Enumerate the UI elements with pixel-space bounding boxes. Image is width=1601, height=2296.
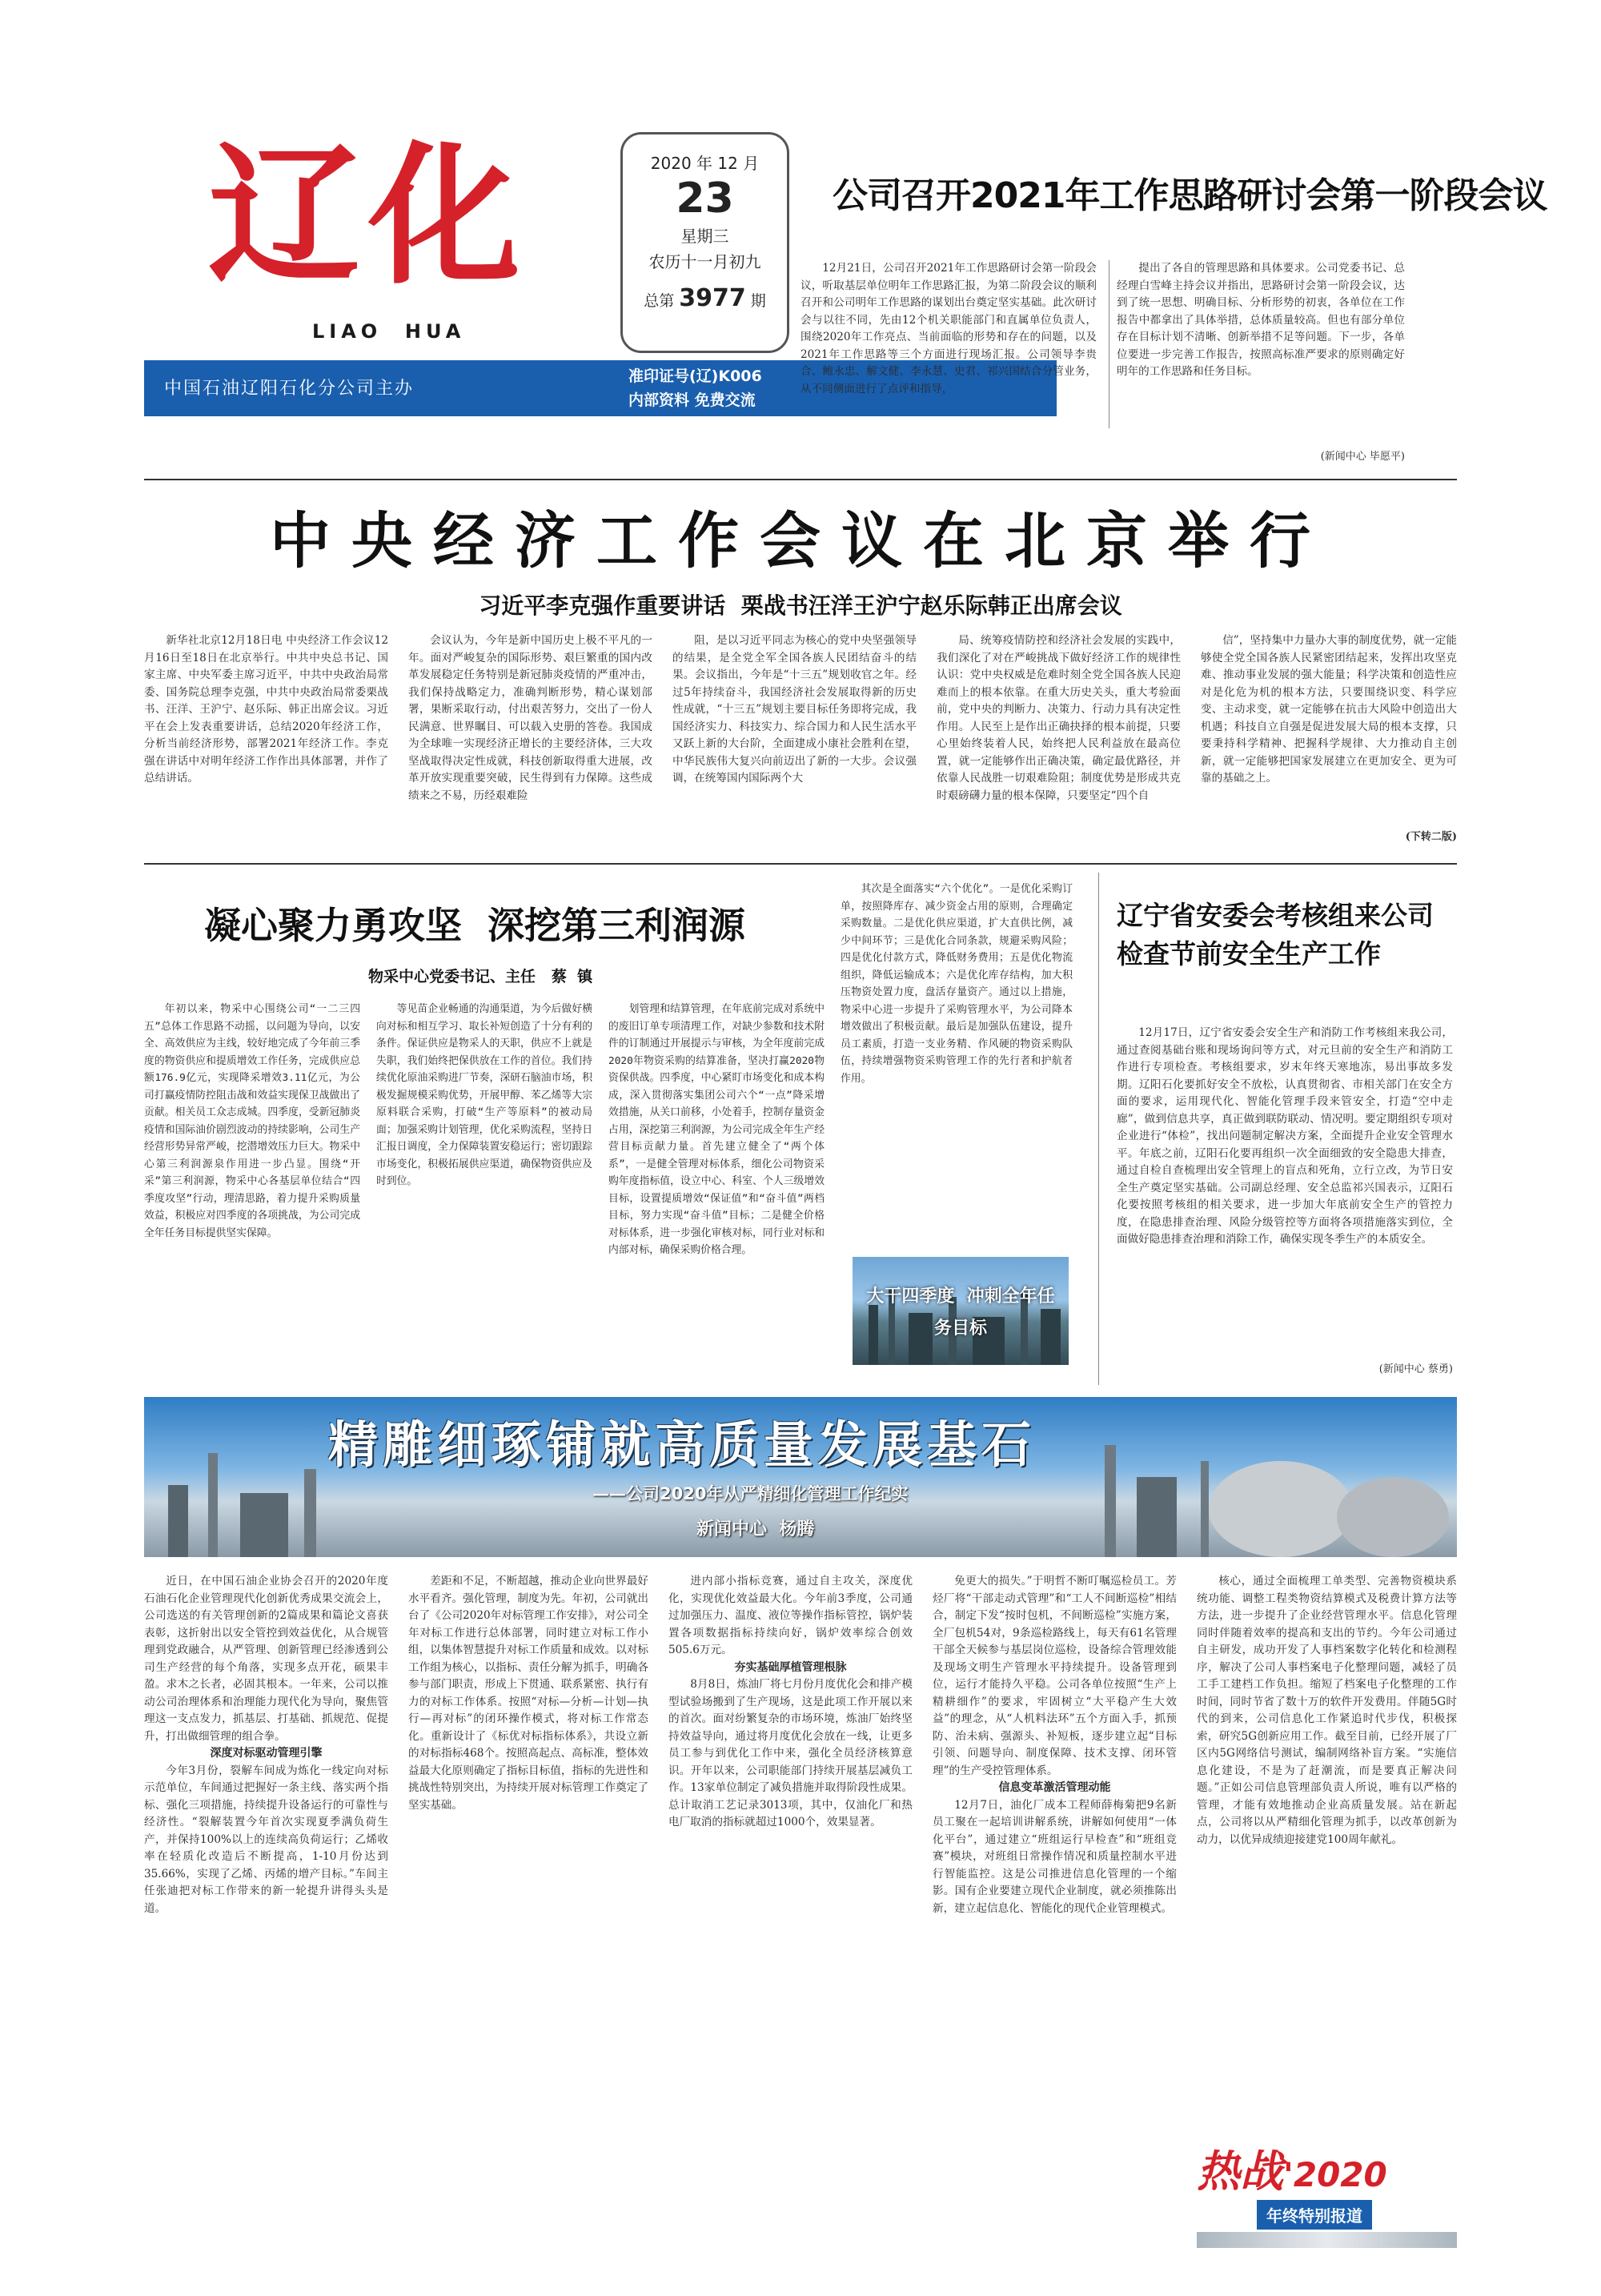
issue-weekday: 星期三 bbox=[680, 227, 729, 246]
top-article-headline: 公司召开2021年工作思路研讨会第一阶段会议 bbox=[833, 175, 1547, 216]
feature-col3 bbox=[668, 1573, 913, 2262]
badge-skyline bbox=[1197, 2232, 1457, 2248]
rule-1 bbox=[144, 479, 1457, 480]
issue-date: 2020 年 12 月 bbox=[650, 154, 760, 173]
feature-col1b-text: 今年3月份，裂解车间成为炼化一线定向对标示范单位，车间通过把握好一条主线、落实两个指标、强化三项措施，持续提升设备运行的可靠性与经济性。“裂解装置今年首次实现夏季满负荷生产，并保持100%以上的连续高负荷运行；乙烯收率在轻质化改造后不断提高，1-10月份达到35.66%，实现了乙烯、丙烯的增产目标。”车间主任张迪把对标工作带来的新一轮提升讲得头头是道。 bbox=[144, 1764, 388, 1915]
article2-col3: 划管理和结算管理，在年底前完成对系统中的废旧订单专项清理工作，对缺少参数和技术附件的订制通过开展提示与审核，为全年度前完成2020年物资采购的结算准备，坚决打赢2020物资保供战。四季度，中心紧盯市场变化和成本构成，深入贯彻落实集团公司六个“一点”降采增效措施，从关口前移，小处着手，控制存量资金占用，深挖第三利润源，为公司完成全年生产经营目标贡献力量。首先建立健全了“两个体系”，一是健全管理对标体系，细化公司物资采购年度指标值，设立中心、科室、个人三级增效目标，设置提质增效“保证值”和“奋斗值”两档目标，努力实现“奋斗值”目标；二是健全价格对标体系，进一步强化审核对标，同行业对标和内部对标，确保采购价格合理。 bbox=[608, 1003, 825, 1256]
lead-headline: 中央经济工作会议在北京举行 bbox=[270, 505, 1331, 576]
feature-headline: 精雕细琢铺就高质量发展基石 bbox=[328, 1415, 1037, 1474]
article2-col1: 年初以来，物采中心围绕公司“一二三四五”总体工作思路不动摇，以问题为导向，以安全、高效供应为主线，较好地完成了今年前三季度的物资供应和提质增效工作任务，完成供应总额176.9亿元，实现降采增效3.11亿元，为公司打赢疫情防控阻击战和效益实现保卫战做出了贡献。相关员工众志成城。四季度，受新冠肺炎疫情和国际油价剧烈波动的持续影响，公司生产经营形势异常严峻，挖潜增效压力巨大。物采中心第三利润源泉作用进一步凸显。围绕“开采”第三利润源，物采中心各基层单位结合“四季度攻坚”行动，理清思路，着力提升采购质量效益，积极应对四季度的各项挑战，为公司完成全年任务目标提供坚实保障。 bbox=[144, 1003, 360, 1239]
article3-byline: (新闻中心 蔡勇) bbox=[1378, 1363, 1453, 1375]
feature-col4-text: 免更大的损失。”于明哲不断叮嘱巡检员工。芳烃厂将“干部走动式管理”和“工人不间断巡检”相结合，制定下发“按时包机，不间断巡检”实施方案，全厂包机54对，9条巡检路线上，每天有61名管理干部全天候参与基层岗位巡检，设备综合管理效能及现场文明生产管理水平持续提升。设备管理到位，运行才能持久平稳。公司各单位按照“生产上精耕细作”的要求，牢固树立“大平稳产生大效益”的理念，从“人机料法环”五个方面入手，抓预防、治未病、强源头、补短板，逐步建立起“目标引领、问题导向、制度保障、技术支撑、闭环管理”的生产受控管理体系。 bbox=[933, 1575, 1177, 1777]
sponsor-text: 中国石油辽阳石化分公司主办 bbox=[164, 379, 415, 399]
lead-col4: 局、统筹疫情防控和经济社会发展的实践中，我们深化了对在严峻挑战下做好经济工作的规律性认识：党中央权威是危难时刻全党全国各族人民迎难而上的根本依靠。在重大历史关头，重大考验面前，党中央的判断力、决策力、行动力具有决定性作用。人民至上是作出正确抉择的根本前提，只要心里始终装着人民，始终把人民利益放在最高位置，就一定能够作出正确决策，确定最优路径，并依靠人民战胜一切艰难险阻；制度优势是形成共克时艰磅礴力量的根本保障，只要坚定“四个自 bbox=[937, 634, 1181, 802]
feature-subheadline: ——公司2020年从严精细化管理工作纪实 bbox=[592, 1484, 909, 1503]
masthead-pinyin: LIAO HUA bbox=[312, 320, 466, 343]
article3-divider bbox=[1098, 873, 1099, 1385]
badge-big: 热战 bbox=[1197, 2146, 1283, 2197]
feature-col2: 差距和不足，不断超越，推动企业向世界最好水平看齐。强化管理，制度为先。年初，公司就出台了《公司2020年对标管理工作安排》，对公司全年对标工作进行总体部署，同时建立对标工作小组，以集体智慧提升对标工作质量和成效。以对标工作组为核心，以指标、责任分解为抓手，明确各参与部门职责，形成上下贯通、联系紧密、执行有力的对标工作体系。按照“对标—分析—计划—执行—再对标”的闭环操作模式，将对标工作常态化。重新设计了《标优对标指标体系》，共设立新的对标指标468个。按照高起点、高标准，整体效益最大化原则确定了指标目标值，指标的先进性和挑战性特别突出，为持续开展对标管理工作奠定了坚实基础。 bbox=[408, 1575, 648, 1812]
issue-day: 23 bbox=[676, 175, 734, 223]
feature-subhead-2: 夯实基础厚植管理根脉 bbox=[734, 1660, 847, 1674]
article2-photo bbox=[853, 1257, 1069, 1365]
issue-prefix: 总第 bbox=[644, 292, 675, 310]
article3-headline: 辽宁省安委会考核组来公司检查节前安全生产工作 bbox=[1117, 900, 1434, 969]
article2-col2: 等见苗企业畅通的沟通渠道，为今后做好横向对标和相互学习、取长补短创造了十分有利的条件。保证供应是物采人的天职，供应不上就是失职，我们始终把保供放在工作的首位。我们持续优化原油采购进厂节奏，深研石脑油市场，积极发掘规模采购优势，开展甲醇、苯乙烯等大宗原料联合采购，打破“生产等原料”的被动局面；加强采购计划管理，优化采购流程，坚持日汇报日调度，全力保障装置安稳运行；密切跟踪市场变化，积极拓展供应渠道，确保物资供应及时到位。 bbox=[376, 1003, 592, 1187]
feature-subhead-3: 信息变革激活管理动能 bbox=[998, 1781, 1111, 1794]
date-box bbox=[620, 132, 789, 353]
article3-body: 12月17日，辽宁省安委会安全生产和消防工作考核组来我公司，通过查阅基础台账和现场询问等方式，对元旦前的安全生产和消防工作进行专项检查。考核组要求，岁末年终天寒地冻，易出事故多发期。辽阳石化要抓好安全不放松，认真贯彻省、市相关部门在安全方面的要求，运用现代化、智能化管理手段来管安全，打造“空中走廊”，做到信息共享，真正做到联防联动、情况明。要定期组织专项对企业进行“体检”，找出问题制定解决方案，全面提升企业安全管理水平。年底之前，辽阳石化要再组织一次全面细致的安全隐患大排查，通过自检自查梳理出安全管理上的盲点和死角，立行立改，为节日安全生产奠定坚实基础。公司副总经理、安全总监祁兴国表示，辽阳石化要按照考核组的相关要求，进一步加大年底前安全生产的管控力度，在隐患排查治理、风险分级管控等方面将各项措施落实到位，全面做好隐患排查治理和消除工作，确保实现冬季生产的本质安全。 bbox=[1117, 1026, 1453, 1246]
top-article-col1: 12月21日，公司召开2021年工作思路研讨会第一阶段会议，听取基层单位明年工作思路汇报，为第二阶段会议的顺利召开和公司明年工作思路的谋划出台奠定坚实基础。此次研讨会与以往不同，先由12个机关职能部门和直属单位负责人，围绕2020年工作亮点、当前面临的形势和存在的问题，以及2021年工作思路等三个方面进行现场汇报。公司领导李贵合、鲍永忠、解文健、李永慧、史君、祁兴国结合分管业务，从不同侧面进行了点评和指导， bbox=[800, 262, 1097, 395]
feature-col1 bbox=[144, 1573, 388, 2262]
badge-note: 年终特别报道 bbox=[1257, 2200, 1372, 2230]
photo-caption: 大干四季度 冲刺全年任务目标 bbox=[866, 1286, 1055, 1339]
feature-byline: 新闻中心 杨腾 bbox=[696, 1519, 815, 1539]
article2-headline: 凝心聚力勇攻坚 深挖第三利润源 bbox=[204, 904, 746, 947]
feature-col1-text: 近日，在中国石油企业协会召开的2020年度石油石化企业管理现代化创新优秀成果交流会上，公司选送的有关管理创新的2篇成果和篇论文喜获表彰，这折射出以安全管控到效益优化，从合规管理到党政融合，从严管理、创新管理已经渗透到公司生产经营的每个角落，实现多点开花，硕果丰盈。求木之长者，必固其根本。一年来，公司以推动公司治理体系和治理能力现代化为导向，聚焦管理这一支点发力，抓基层、打基础、抓规范、促提升，打出做细管理的组合拳。 bbox=[144, 1575, 388, 1743]
issue-number: 3977 bbox=[679, 284, 746, 312]
circulation-note: 内部资料 免费交流 bbox=[628, 391, 756, 409]
license-number: 准印证号(辽)K006 bbox=[628, 367, 762, 385]
feature-subhead-1: 深度对标驱动管理引擎 bbox=[210, 1747, 323, 1760]
lead-col3: 阻，是以习近平同志为核心的党中央坚强领导的结果，是全党全军全国各族人民团结奋斗的结果。会议指出，今年是“十三五”规划收官之年。经过5年持续奋斗，我国经济社会发展取得新的历史性成就，“十三五”规划主要目标任务即将完成，我国经济实力、科技实力、综合国力和人民生活水平又跃上新的大台阶，全面建成小康社会胜利在望，中华民族伟大复兴向前迈出了新的一大步。会议强调，在统筹国内国际两个大 bbox=[672, 634, 917, 785]
issue-lunar: 农历十一月初九 bbox=[648, 252, 761, 271]
badge-title bbox=[1197, 2137, 1387, 2199]
article2-col4: 其次是全面落实“六个优化”。一是优化采购订单，按照降库存、减少资金占用的原则，合理确定采购数量。二是优化供应渠道，扩大直供比例，减少中间环节；三是优化合同条款，规避采购风险；四是优化付款方式，降低财务费用；五是优化物流组织，降低运输成本；六是优化库存结构，加大积压物资处置力度，盘活存量资产。通过以上措施，物采中心进一步提升了采购管理水平，为公司降本增效做出了积极贡献。最后是加强队伍建设，提升员工素质，打造一支业务精、作风硬的物资采购队伍，持续增强物资采购管理工作的先行者和护航者作用。 bbox=[841, 883, 1073, 1085]
rule-2 bbox=[144, 863, 1457, 865]
issue-number-line bbox=[623, 284, 787, 312]
feature-col3-text: 进内部小指标竞赛，通过自主攻关，深度优化，实现优化效益最大化。今年前3季度，公司通过加强压力、温度、液位等操作指标管控，锅炉装置各项数据指标持续向好，锅炉效率综合创效505.6万元。 bbox=[668, 1575, 913, 1656]
feature-col4 bbox=[933, 1573, 1177, 2262]
issue-suffix: 期 bbox=[750, 292, 766, 310]
lead-col2: 会议认为，今年是新中国历史上极不平凡的一年。面对严峻复杂的国际形势、艰巨繁重的国内改革发展稳定任务特别是新冠肺炎疫情的严重冲击，我们保持战略定力，准确判断形势，精心谋划部署，果断采取行动，付出艰苦努力，交出了一份人民满意、世界瞩目、可以载入史册的答卷。我国成为全球唯一实现经济正增长的主要经济体，三大攻坚战取得决定性成就，科技创新取得重大进展，改革开放实现重要突破，民生得到有力保障。这些成绩来之不易，历经艰难险 bbox=[408, 634, 652, 802]
lead-col5: 信”，坚持集中力量办大事的制度优势，就一定能够使全党全国各族人民紧密团结起来，发挥出攻坚克难、推动事业发展的强大能量；科学决策和创造性应对是化危为机的根本方法，只要围绕识变、科学应变、主动求变，就一定能够在抗击大风险中创造出大机遇；科技自立自强是促进发展大局的根本支撑，只要秉持科学精神、把握科学规律、大力推动自主创新，就一定能够把国家发展建立在更加安全、更为可靠的基础之上。 bbox=[1201, 634, 1457, 785]
feature-col5: 核心，通过全面梳理工单类型、完善物资模块系统功能、调整工程类物资结算模式及税费计算方法等方法，进一步提升了企业经营管理水平。信息化管理同时伴随着效率的提高和支出的节约。今年公司通过自主研发，成功开发了人事档案数字化转化和检测程序，解决了公司人事档案电子化整理问题，减轻了员工手工建档工作负担。缩短了档案电子化整理的工作时间，同时节省了数十万的软件开发费用。伴随5G时代的到来，公司信息化工作紧追时代步伐，积极探索，研究5G创新应用工作。截至目前，已经开展了厂区内5G网络信号测试，编制网络补盲方案。“实施信息化建设，不是为了赶潮流，而是要真正解决问题。”正如公司信息管理部负责人所说，唯有以严格的管理，才能有效地推动企业高质量发展。站在新起点，公司将以从严精细化管理为抓手，以改革创新为动力，以优异成绩迎接建党100周年献礼。 bbox=[1197, 1575, 1457, 1846]
top-article-col2: 提出了各自的管理思路和具体要求。公司党委书记、总经理白雪峰主持会议并指出，思路研讨会第一阶段会议，达到了统一思想、明确目标、分析形势的初衷，各单位在工作报告中都拿出了具体举措，总体质量较高。但也有部分单位存在目标计划不清晰、创新举措不足等问题。下一步，各单位要进一步完善工作报告，按照高标准严要求的原则确定好明年的工作思路和任务目标。 bbox=[1117, 262, 1405, 378]
badge-year: '2020 bbox=[1283, 2155, 1387, 2194]
masthead-logo: 辽化 bbox=[208, 126, 529, 305]
feature-col4b-text: 12月7日，油化厂成本工程师薛梅菊把9名新员工聚在一起培训讲解系统，讲解如何使用“一体化平台”，通过建立“班组运行早检查”和“班组竞赛”模块，对班组日常操作情况和质量控制水平进行智能监控。这是公司推进信息化管理的一个缩影。国有企业要建立现代企业制度，就必须推陈出新，建立起信息化、智能化的现代企业管理模式。 bbox=[933, 1798, 1177, 1915]
year-end-badge bbox=[1197, 2137, 1457, 2250]
article2-author: 物采中心党委书记、主任 蔡 镇 bbox=[368, 968, 593, 985]
lead-continued: (下转二版) bbox=[1405, 831, 1457, 843]
lead-col1: 新华社北京12月18日电 中央经济工作会议12月16日至18日在北京举行。中共中央总书记、国家主席、中央军委主席习近平，中共中央政治局常委、国务院总理李克强，中共中央政治局常委栗战书、汪洋、王沪宁、赵乐际、韩正出席会议。习近平在会上发表重要讲话，总结2020年经济工作，分析当前经济形势，部署2021年经济工作。李克强在讲话中对明年经济工作作出具体部署，并作了总结讲话。 bbox=[144, 634, 388, 785]
top-article-byline: (新闻中心 毕愿平) bbox=[1320, 451, 1405, 463]
lead-subheadline: 习近平李克强作重要讲话 栗战书汪洋王沪宁赵乐际韩正出席会议 bbox=[479, 592, 1122, 619]
feature-col3b-text: 8月8日，炼油厂将七月份月度优化会和排产模型试验场搬到了生产现场，这是此项工作开展以来的首次。面对纷繁复杂的市场环境，炼油厂始终坚持效益导向，通过将月度优化会放在一线，让更多员工参与到优化工作中来，强化全员经济核算意识。开年以来，公司职能部门持续开展基层减负工作。13家单位制定了减负措施并取得阶段性成果。总计取消工艺记录3013项，其中，仅油化厂和热电厂取消的指标就超过1000个，效果显著。 bbox=[668, 1678, 913, 1828]
